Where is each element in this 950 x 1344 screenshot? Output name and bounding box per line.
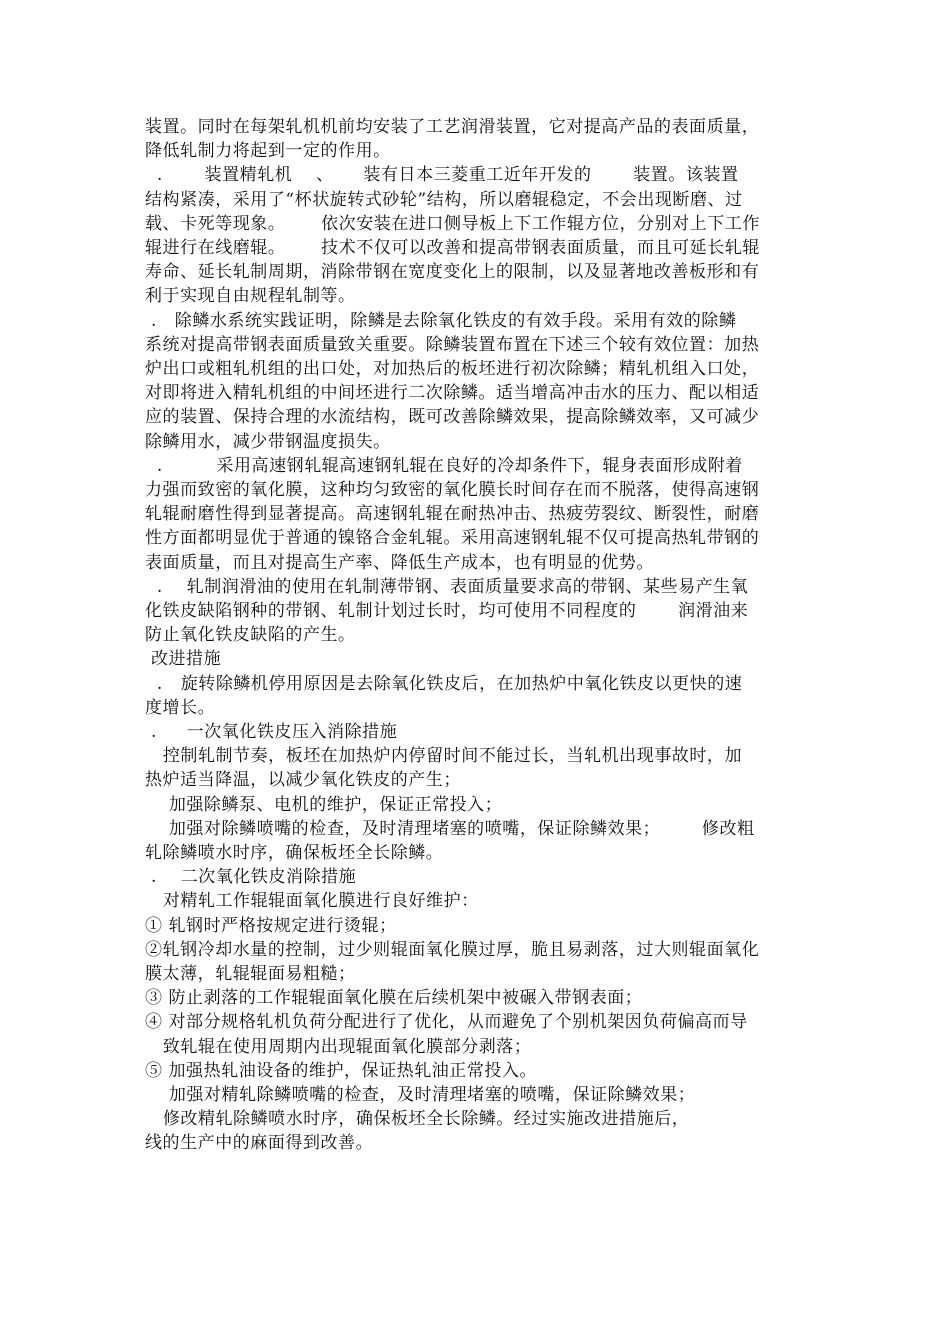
text-line: ⑤ 加强热轧油设备的维护，保证热轧油正常投入。 — [145, 1060, 538, 1081]
text-line: 修改精轧除鳞喷水时序，确保板坯全长除鳞。经过实施改进措施后， — [145, 1109, 690, 1130]
text-line: 线的生产中的麻面得到改善。 — [145, 1133, 374, 1154]
text-line: 加强对精轧除鳞喷嘴的检查，及时清理堵塞的喷嘴，保证除鳞效果； — [145, 1085, 696, 1105]
text-line: 对精轧工作辊辊面氧化膜进行良好维护： — [145, 891, 479, 912]
text-line: 改进措施 — [145, 649, 222, 670]
text-line: 热炉适当降温，以减少氧化铁皮的产生； — [145, 770, 461, 791]
text-line: 轧除鳞喷水时序，确保板坯全长除鳞。 — [145, 843, 444, 863]
text-line: . 一次氧化铁皮压入消除措施 — [145, 722, 398, 742]
text-line: ③ 防止剥落的工作辊辊面氧化膜在后续机架中被碾入带钢表面； — [145, 988, 643, 1009]
text-line: 系统对提高带钢表面质量致关重要。除鳞装置布置在下述三个较有效位置：加热 — [145, 334, 760, 355]
text-line: 控制轧制节奏，板坯在加热炉内停留时间不能过长，当轧机出现事故时，加 — [145, 746, 743, 767]
text-line: 利于实现自由规程轧制等。 — [145, 286, 356, 307]
text-line: 寿命、延长轧制周期，消除带钢在宽度变化上的限制，以及显著地改善板形和有 — [145, 262, 760, 283]
text-line: 对即将进入精轧机组的中间坯进行二次除鳞。适当增高冲击水的压力、配以相适 — [145, 383, 760, 404]
text-line: 度增长。 — [145, 697, 216, 718]
text-line: 结构紧凑，采用了“杯状旋转式砂轮”结构，所以磨辊稳定，不会出现断磨、过 — [145, 189, 743, 210]
text-line: ②轧钢冷却水量的控制，过少则辊面氧化膜过厚，脆且易剥落，过大则辊面氧化 — [145, 939, 760, 960]
text-line: . 采用高速钢轧辊高速钢轧辊在良好的冷却条件下，辊身表面形成附着 — [145, 455, 743, 476]
text-line: . 旋转除鳞机停用原因是去除氧化铁皮后，在加热炉中氧化铁皮以更快的速 — [145, 673, 743, 694]
text-line: 化铁皮缺陷钢种的带钢、轧制计划过长时，均可使用不同程度的 润滑油来 — [145, 601, 749, 621]
text-line: ④ 对部分规格轧机负荷分配进行了优化，从而避免了个别机架因负荷偏高而导 — [145, 1012, 748, 1033]
text-line: 加强除鳞泵、电机的维护，保证正常投入； — [145, 794, 503, 815]
text-line: 膜太薄，轧辊辊面易粗糙； — [145, 964, 356, 984]
text-line: 装置。同时在每架轧机机前均安装了工艺润滑装置，它对提高产品的表面质量， — [145, 117, 760, 137]
text-line: 力强而致密的氧化膜，这种均匀致密的氧化膜长时间存在而不脱落，使得高速钢 — [145, 480, 760, 500]
text-line: 性方面都明显优于普通的镍铬合金轧辊。采用高速钢轧辊不仅可提高热轧带钢的 — [145, 528, 760, 549]
text-line: 轧辊耐磨性得到显著提高。高速钢轧辊在耐热冲击、热疲劳裂纹、断裂性，耐磨 — [145, 504, 760, 525]
text-line: 炉出口或粗轧机组的出口处，对加热后的板坯进行初次除鳞；精轧机组入口处， — [145, 359, 760, 379]
text-line: . 二次氧化铁皮消除措施 — [145, 867, 357, 888]
text-line: 致轧辊在使用周期内出现辊面氧化膜部分剥落； — [145, 1036, 532, 1057]
text-line: 表面质量，而且对提高生产率、降低生产成本，也有明显的优势。 — [145, 552, 654, 573]
text-line: 辊进行在线磨辊。 技术不仅可以改善和提高带钢表面质量，而且可延长轧辊 — [145, 238, 760, 258]
text-line: ① 轧钢时严格按规定进行烫辊； — [145, 915, 397, 936]
text-line: 加强对除鳞喷嘴的检查，及时清理堵塞的喷嘴，保证除鳞效果； 修改粗 — [145, 818, 755, 839]
text-line: . 装置精轧机 、 装有日本三菱重工近年开发的 装置。该装置 — [145, 165, 739, 186]
text-line: 应的装置、保持合理的水流结构，既可改善除鳞效果，提高除鳞效率，又可减少 — [145, 407, 760, 428]
text-line: 除鳞用水，减少带钢温度损失。 — [145, 431, 391, 452]
text-line: . 轧制润滑油的使用在轧制薄带钢、表面质量要求高的带钢、某些易产生氧 — [145, 576, 749, 597]
text-line: 载、卡死等现象。 依次安装在进口侧导板上下工作辊方位，分别对上下工作 — [145, 213, 760, 234]
text-line: 防止氧化铁皮缺陷的产生。 — [145, 625, 356, 646]
text-line: 降低轧制力将起到一定的作用。 — [145, 141, 391, 162]
text-line: . 除鳞水系统实践证明，除鳞是去除氧化铁皮的有效手段。采用有效的除鳞 — [145, 310, 737, 331]
